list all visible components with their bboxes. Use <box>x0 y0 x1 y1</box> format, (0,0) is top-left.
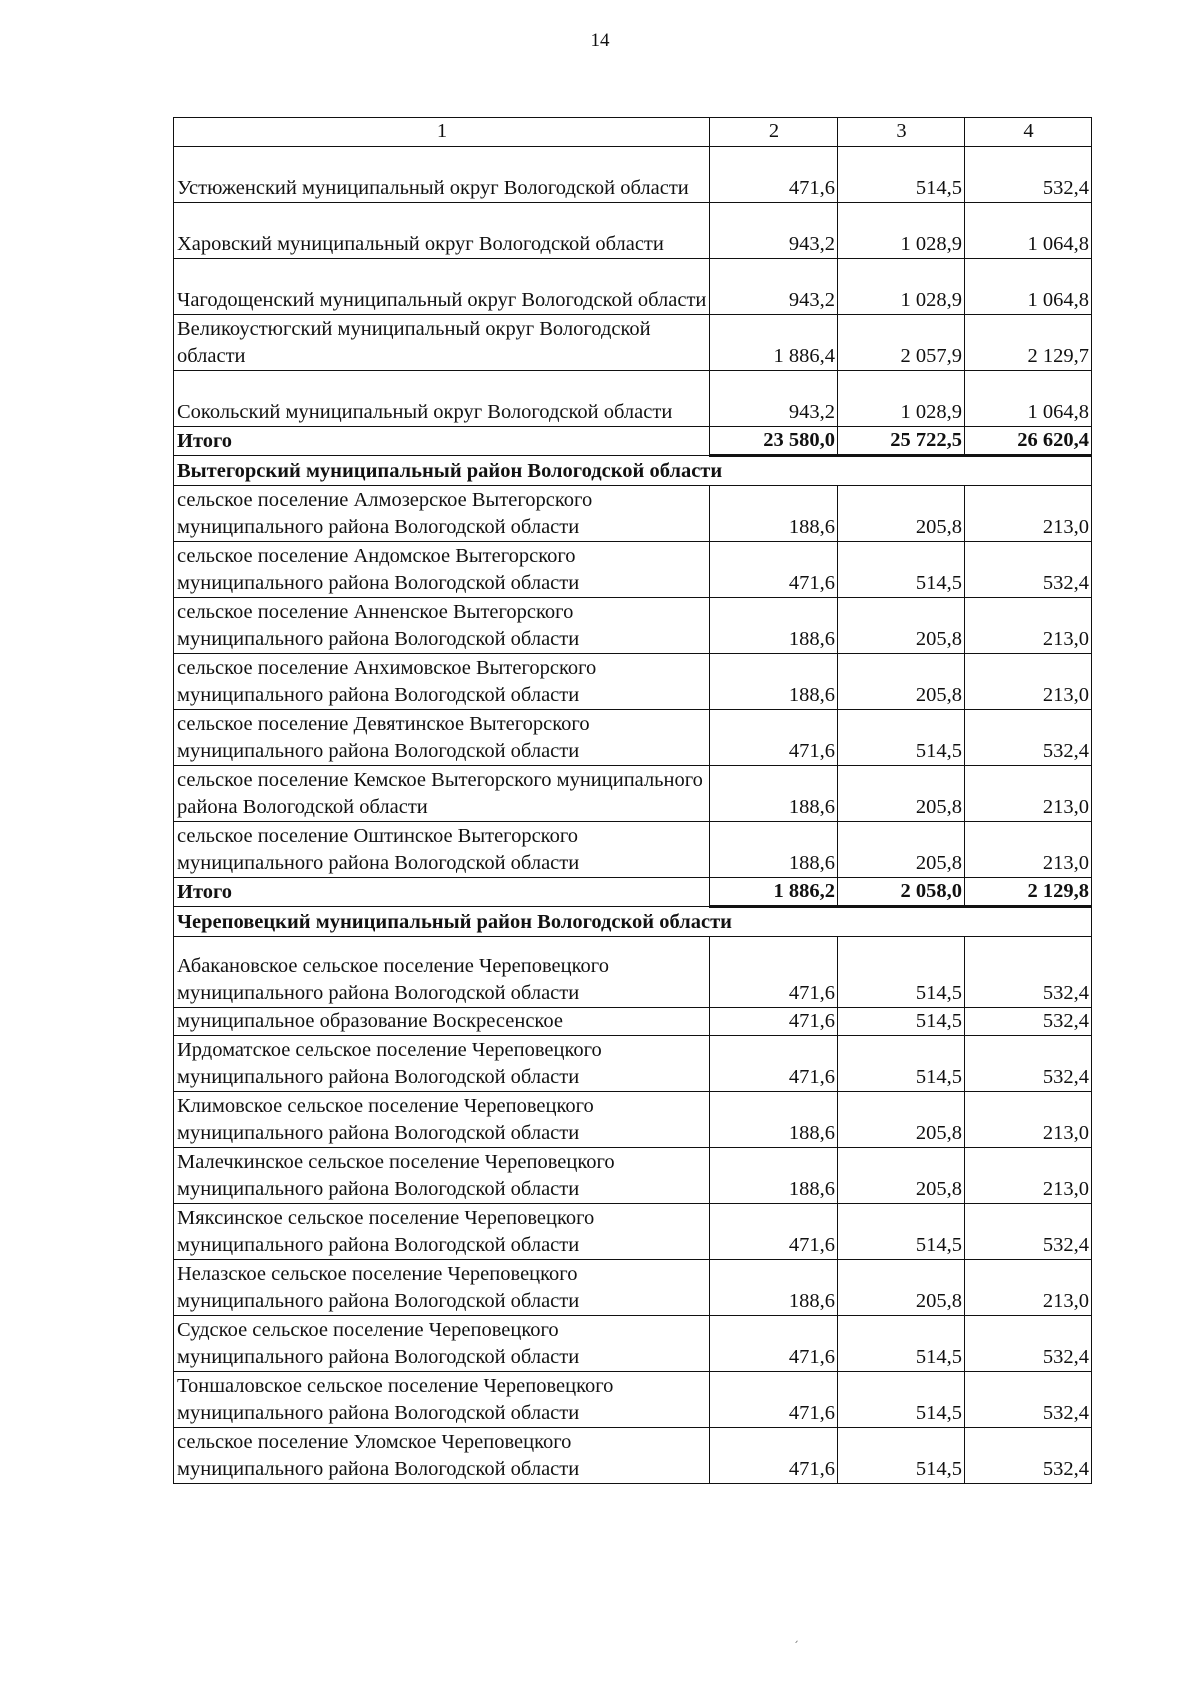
row-name-cell: Устюженский муниципальный округ Вологодской области <box>174 147 710 203</box>
row-name-cell: Итого <box>174 878 710 907</box>
row-name-cell: Нелазское сельское поселение Череповецкого муниципального района Вологодской области <box>174 1260 710 1316</box>
row-name-cell: сельское поселение Уломское Череповецкого муниципального района Вологодской области <box>174 1428 710 1484</box>
value-col-4-cell: 26 620,4 <box>965 427 1092 456</box>
value-col-3-cell: 205,8 <box>838 1092 965 1148</box>
row-name-cell: Чагодощенский муниципальный округ Вологодской области <box>174 259 710 315</box>
value-col-3-cell: 514,5 <box>838 1372 965 1428</box>
total-row <box>174 878 1092 907</box>
value-col-3-cell: 205,8 <box>838 766 965 822</box>
table-row <box>174 1372 1092 1428</box>
value-col-3-cell: 205,8 <box>838 1148 965 1204</box>
value-col-4-cell: 2 129,8 <box>965 878 1092 907</box>
table-row <box>174 315 1092 371</box>
value-col-3-cell: 205,8 <box>838 1260 965 1316</box>
row-name-cell: сельское поселение Анненское Вытегорского муниципального района Вологодской области <box>174 598 710 654</box>
value-col-2-cell: 1 886,4 <box>710 315 838 371</box>
value-col-4-cell: 213,0 <box>965 1092 1092 1148</box>
value-col-4-cell: 532,4 <box>965 147 1092 203</box>
value-col-2-cell: 188,6 <box>710 822 838 878</box>
row-name-cell: Малечкинское сельское поселение Череповецкого муниципального района Вологодской области <box>174 1148 710 1204</box>
row-name-cell: Харовский муниципальный округ Вологодской области <box>174 203 710 259</box>
value-col-4-cell: 532,4 <box>965 937 1092 1008</box>
table-row <box>174 1428 1092 1484</box>
value-col-2-cell: 1 886,2 <box>710 878 838 907</box>
row-name-cell: сельское поселение Оштинское Вытегорского муниципального района Вологодской области <box>174 822 710 878</box>
value-col-2-cell: 188,6 <box>710 654 838 710</box>
value-col-4-cell: 532,4 <box>965 710 1092 766</box>
table-row <box>174 766 1092 822</box>
column-header-4: 4 <box>965 118 1092 147</box>
value-col-3-cell: 205,8 <box>838 598 965 654</box>
row-name-cell: Климовское сельское поселение Череповецкого муниципального района Вологодской области <box>174 1092 710 1148</box>
total-row <box>174 427 1092 456</box>
value-col-3-cell: 514,5 <box>838 147 965 203</box>
value-col-4-cell: 1 064,8 <box>965 203 1092 259</box>
section-title: Вытегорский муниципальный район Вологодской области <box>174 456 1092 486</box>
value-col-4-cell: 213,0 <box>965 822 1092 878</box>
value-col-3-cell: 2 057,9 <box>838 315 965 371</box>
row-name-cell: муниципальное образование Воскресенское <box>174 1008 710 1036</box>
section-header-row <box>174 456 1092 486</box>
value-col-4-cell: 532,4 <box>965 542 1092 598</box>
value-col-4-cell: 532,4 <box>965 1204 1092 1260</box>
row-name-cell: Итого <box>174 427 710 456</box>
value-col-3-cell: 514,5 <box>838 1204 965 1260</box>
value-col-2-cell: 471,6 <box>710 937 838 1008</box>
table-row <box>174 1008 1092 1036</box>
value-col-4-cell: 2 129,7 <box>965 315 1092 371</box>
value-col-3-cell: 205,8 <box>838 486 965 542</box>
value-col-4-cell: 1 064,8 <box>965 259 1092 315</box>
value-col-2-cell: 471,6 <box>710 710 838 766</box>
value-col-3-cell: 514,5 <box>838 1428 965 1484</box>
value-col-2-cell: 471,6 <box>710 1428 838 1484</box>
row-name-cell: Мяксинское сельское поселение Череповецкого муниципального района Вологодской области <box>174 1204 710 1260</box>
value-col-2-cell: 471,6 <box>710 542 838 598</box>
value-col-2-cell: 188,6 <box>710 598 838 654</box>
row-name-cell: Судское сельское поселение Череповецкого муниципального района Вологодской области <box>174 1316 710 1372</box>
value-col-3-cell: 514,5 <box>838 1036 965 1092</box>
table-row <box>174 371 1092 427</box>
value-col-3-cell: 1 028,9 <box>838 203 965 259</box>
value-col-4-cell: 532,4 <box>965 1316 1092 1372</box>
value-col-4-cell: 532,4 <box>965 1036 1092 1092</box>
row-name-cell: сельское поселение Девятинское Вытегорского муниципального района Вологодской области <box>174 710 710 766</box>
value-col-2-cell: 188,6 <box>710 1260 838 1316</box>
value-col-4-cell: 532,4 <box>965 1008 1092 1036</box>
value-col-4-cell: 532,4 <box>965 1428 1092 1484</box>
table-row <box>174 147 1092 203</box>
value-col-3-cell: 514,5 <box>838 937 965 1008</box>
row-name-cell: сельское поселение Анхимовское Вытегорского муниципального района Вологодской области <box>174 654 710 710</box>
value-col-3-cell: 205,8 <box>838 822 965 878</box>
value-col-2-cell: 943,2 <box>710 203 838 259</box>
value-col-3-cell: 1 028,9 <box>838 371 965 427</box>
row-name-cell: сельское поселение Кемское Вытегорского муниципального района Вологодской области <box>174 766 710 822</box>
value-col-2-cell: 188,6 <box>710 486 838 542</box>
value-col-3-cell: 2 058,0 <box>838 878 965 907</box>
value-col-2-cell: 188,6 <box>710 1148 838 1204</box>
row-name-cell: сельское поселение Алмозерское Вытегорского муниципального района Вологодской области <box>174 486 710 542</box>
column-header-1: 1 <box>174 118 710 147</box>
table-row <box>174 822 1092 878</box>
value-col-3-cell: 205,8 <box>838 654 965 710</box>
value-col-3-cell: 514,5 <box>838 1008 965 1036</box>
row-name-cell: Ирдоматское сельское поселение Череповецкого муниципального района Вологодской области <box>174 1036 710 1092</box>
value-col-2-cell: 471,6 <box>710 1316 838 1372</box>
row-name-cell: Тоншаловское сельское поселение Череповецкого муниципального района Вологодской области <box>174 1372 710 1428</box>
table-row <box>174 654 1092 710</box>
row-name-cell: Великоустюгский муниципальный округ Вологодской области <box>174 315 710 371</box>
table-row <box>174 1316 1092 1372</box>
value-col-3-cell: 1 028,9 <box>838 259 965 315</box>
value-col-2-cell: 188,6 <box>710 766 838 822</box>
table-body <box>174 118 1092 1484</box>
value-col-4-cell: 1 064,8 <box>965 371 1092 427</box>
value-col-4-cell: 213,0 <box>965 486 1092 542</box>
value-col-2-cell: 471,6 <box>710 1372 838 1428</box>
row-name-cell: сельское поселение Андомское Вытегорского муниципального района Вологодской области <box>174 542 710 598</box>
page-number: 14 <box>590 30 610 51</box>
column-header-3: 3 <box>838 118 965 147</box>
value-col-3-cell: 25 722,5 <box>838 427 965 456</box>
column-header-2: 2 <box>710 118 838 147</box>
table-header-row <box>174 118 1092 147</box>
table-row <box>174 259 1092 315</box>
row-name-cell: Сокольский муниципальный округ Вологодской области <box>174 371 710 427</box>
value-col-2-cell: 471,6 <box>710 1036 838 1092</box>
table-row <box>174 937 1092 1008</box>
scan-speck: ˏ <box>793 1629 799 1643</box>
table-row <box>174 1260 1092 1316</box>
value-col-3-cell: 514,5 <box>838 710 965 766</box>
table-row <box>174 1092 1092 1148</box>
value-col-4-cell: 213,0 <box>965 1260 1092 1316</box>
value-col-4-cell: 213,0 <box>965 654 1092 710</box>
value-col-4-cell: 213,0 <box>965 1148 1092 1204</box>
value-col-2-cell: 943,2 <box>710 259 838 315</box>
value-col-3-cell: 514,5 <box>838 1316 965 1372</box>
table-row <box>174 542 1092 598</box>
value-col-2-cell: 23 580,0 <box>710 427 838 456</box>
value-col-2-cell: 943,2 <box>710 371 838 427</box>
table-row <box>174 203 1092 259</box>
table-row <box>174 486 1092 542</box>
value-col-2-cell: 471,6 <box>710 1008 838 1036</box>
table-row <box>174 710 1092 766</box>
row-name-cell: Абакановское сельское поселение Череповецкого муниципального района Вологодской области <box>174 937 710 1008</box>
value-col-4-cell: 532,4 <box>965 1372 1092 1428</box>
table-row <box>174 1204 1092 1260</box>
value-col-2-cell: 188,6 <box>710 1092 838 1148</box>
value-col-2-cell: 471,6 <box>710 147 838 203</box>
table-row <box>174 1148 1092 1204</box>
section-title: Череповецкий муниципальный район Вологодской области <box>174 907 1092 937</box>
section-header-row <box>174 907 1092 937</box>
table-row <box>174 1036 1092 1092</box>
value-col-2-cell: 471,6 <box>710 1204 838 1260</box>
value-col-4-cell: 213,0 <box>965 598 1092 654</box>
allocation-table <box>173 117 1092 1484</box>
value-col-4-cell: 213,0 <box>965 766 1092 822</box>
value-col-3-cell: 514,5 <box>838 542 965 598</box>
table-row <box>174 598 1092 654</box>
